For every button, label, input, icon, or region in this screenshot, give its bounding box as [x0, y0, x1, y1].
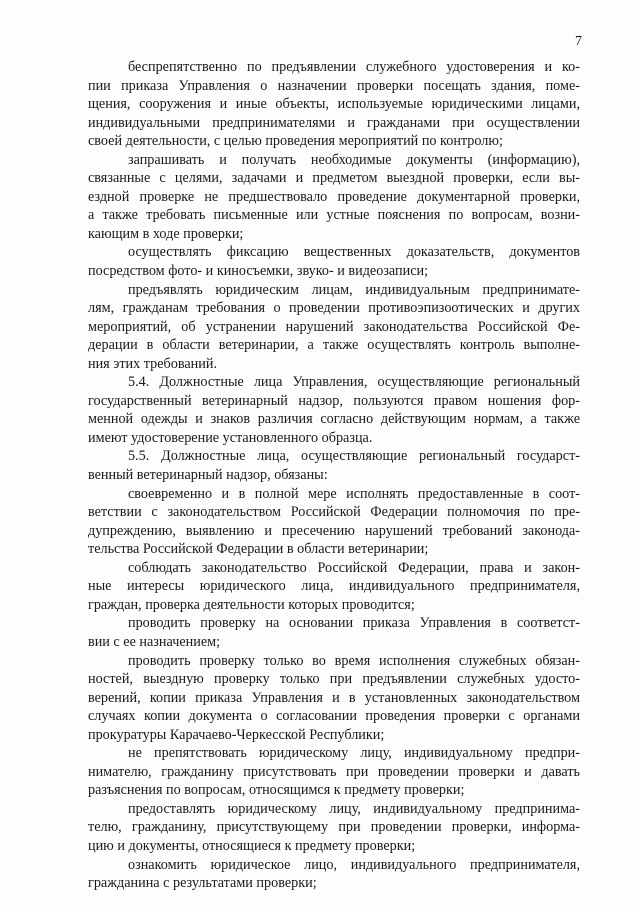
page-number: 7	[575, 34, 582, 49]
text-line: разъяснения по вопросам, относящимся к предмету проверки;	[88, 782, 465, 799]
body-text	[88, 58, 580, 893]
text-line: пии приказа Управления о назначении проверки посещать здания, поме-	[88, 77, 580, 94]
text-line: ния этих требований.	[88, 355, 217, 372]
text-line: беспрепятственно по предъявлении служебного удостоверения и ко-	[128, 59, 580, 75]
text-line: соблюдать законодательство Российской Федерации, права и закон-	[128, 559, 580, 576]
text-line: граждан, проверка деятельности которых проводится;	[88, 596, 415, 613]
text-line: менной одежды и знаков различия согласно действующим нормам, а также	[88, 411, 580, 428]
text-line: своевременно и в полной мере исполнять предоставленные в соот-	[128, 485, 580, 502]
text-line: щения, сооружения и иные объекты, используемые юридическими лицами,	[88, 96, 580, 113]
text-line: ные интересы юридического лица, индивидуального предпринимателя,	[88, 578, 580, 595]
text-line: дупреждению, выявлению и пресечению нарушений требований законода-	[88, 522, 580, 539]
text-line: венный ветеринарный надзор, обязаны:	[88, 467, 328, 484]
text-line: ветствии с законодательством Российской Федерации полномочия по пре-	[88, 504, 580, 521]
text-line: проводить проверку только во время исполнения служебных обязан-	[128, 652, 580, 669]
text-line: своей деятельности, с целью проведения мероприятий по контролю;	[88, 133, 503, 150]
text-line: государственный ветеринарный надзор, пользуются правом ношения фор-	[88, 392, 580, 409]
text-line: вии с ее назначением;	[88, 633, 221, 650]
text-line: а также требовать письменные или устные пояснения по вопросам, возни-	[88, 207, 580, 224]
text-line: ездной проверке не предшествовало проведение документарной проверки,	[88, 188, 580, 205]
text-line: предъявлять юридическим лицам, индивидуальным предпринимате-	[128, 281, 580, 298]
text-line: мероприятий, об устранении нарушений законодательства Российской Фе-	[88, 318, 580, 335]
text-line: предоставлять юридическому лицу, индивидуальному предпринима-	[128, 800, 580, 817]
text-line: цию и документы, относящиеся к предмету проверки;	[88, 837, 416, 854]
text-line: гражданина с результатами проверки;	[88, 875, 317, 892]
text-line: нимателю, гражданину присутствовать при проведении проверки и давать	[88, 763, 580, 780]
text-line: связанные с целями, задачами и предметом выездной проверки, если вы-	[88, 170, 580, 187]
text-line: телю, гражданину, присутствующему при проведении проверки, информа-	[88, 819, 580, 836]
text-line: прокуратуры Карачаево-Черкесской Республики;	[88, 726, 385, 743]
text-line: кающим в ходе проверки;	[88, 225, 244, 242]
text-line: проводить проверку на основании приказа Управления в соответст-	[128, 615, 580, 632]
text-line: посредством фото- и киносъемки, звуко- и видеозаписи;	[88, 263, 429, 280]
text-line: дерации в области ветеринарии, а также осуществлять контроль выполне-	[88, 337, 580, 354]
text-line: верений, копии приказа Управления и в установленных законодательством	[88, 689, 580, 706]
text-line: ознакомить юридическое лицо, индивидуального предпринимателя,	[128, 856, 580, 873]
text-line: 5.5. Должностные лица, осуществляющие региональный государст-	[128, 448, 580, 465]
text-line: 5.4. Должностные лица Управления, осуществляющие региональный	[128, 374, 580, 391]
text-line: индивидуальными предпринимателями и гражданами при осуществлении	[88, 114, 580, 131]
text-line: осуществлять фиксацию вещественных доказательств, документов	[128, 244, 580, 261]
text-line: лям, гражданам требования о проведении противоэпизоотических и других	[88, 300, 580, 317]
text-line: случаях копии документа о согласовании проведения проверки с органами	[88, 708, 580, 725]
text-line: не препятствовать юридическому лицу, индивидуальному предпри-	[128, 745, 580, 762]
text-line: имеют удостоверение установленного образца.	[88, 429, 373, 446]
text-line: ностей, выездную проверку только при предъявлении служебных удосто-	[88, 671, 580, 688]
text-line: запрашивать и получать необходимые документы (информацию),	[128, 151, 580, 168]
text-line: тельства Российской Федерации в области ветеринарии;	[88, 541, 429, 558]
